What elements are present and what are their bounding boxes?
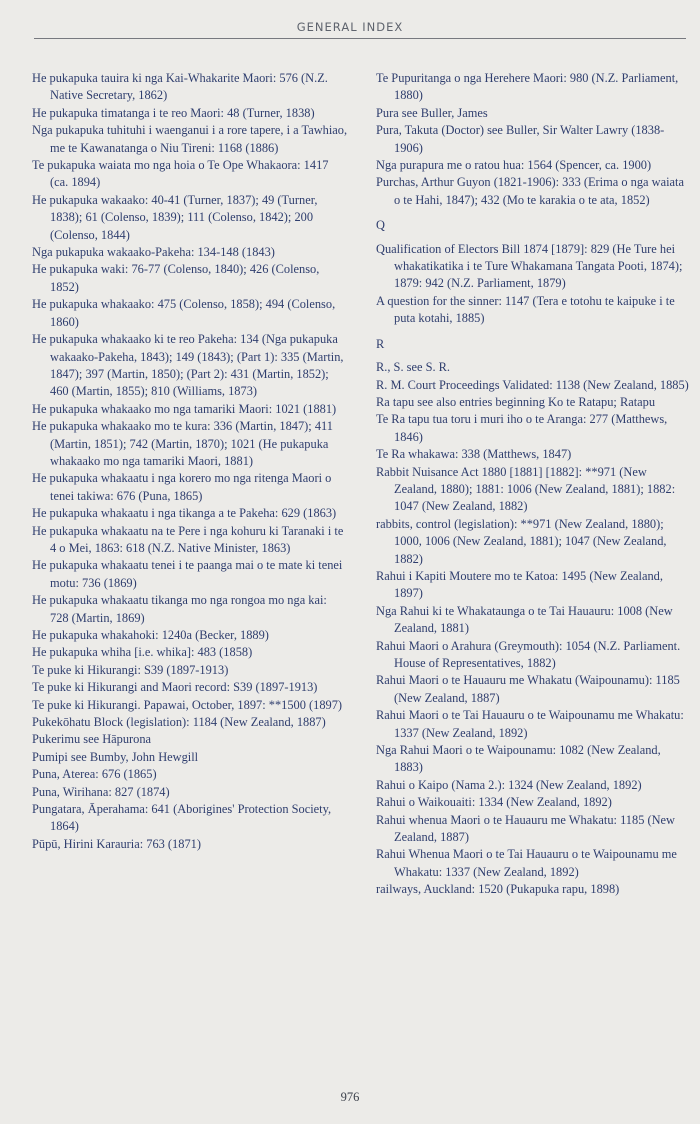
index-entry: Rahui o Kaipo (Nama 2.): 1324 (New Zealand, 1892) <box>376 777 642 792</box>
index-entry: He pukapuka whakahoki: 1240a (Becker, 1889) <box>32 628 269 642</box>
index-entry: Puna, Wirihana: 827 (1874) <box>32 784 170 799</box>
index-entry: A question for the sinner: 1147 (Tera e totohu te kaipuke i te puta kotahi, 1885) <box>376 293 675 326</box>
index-entry: He pukapuka whakaako mo nga tamariki Maori: 1021 (1881) <box>32 401 337 416</box>
index-entry: R., S. see S. R. <box>376 360 451 375</box>
index-entry: Te Pupuritanga o nga Herehere Maori: 980 (N.Z. Parliament, 1880) <box>376 71 679 103</box>
index-entry: Rahui Whenua Maori o te Tai Hauauru o te Waipounamu me Whakatu: 1337 (New Zealand, 1892) <box>376 847 677 879</box>
index-entry: He pukapuka whakaako mo te kura: 336 (Martin, 1847); 411 (Martin, 1851); 742 (Martin, 1870); 1021 (He pukapuka whakaako mo nga tamariki Maori, 1881) <box>32 419 333 468</box>
index-entry: He pukapuka whakaako: 475 (Colenso, 1858); 494 (Colenso, 1860) <box>32 297 336 329</box>
index-entry: He pukapuka whakaako ki te reo Pakeha: 134 (Nga pukapuka wakaako-Pakeha, 1843); 149 (1843); (Part 1): 335 (Martin, 1847); 397 (Martin, 1850); (Part 2): 431 (Martin, 1852); 460 (Martin, 1855); 810 (Williams, 1873) <box>32 332 344 399</box>
index-entry: He pukapuka whakaatu tenei i te paanga mai o te mate ki tenei motu: 736 (1869) <box>32 558 343 590</box>
index-entry: Te puke ki Hikurangi: S39 (1897-1913) <box>32 662 229 677</box>
index-entry: He pukapuka whiha [i.e. whika]: 483 (1858) <box>32 645 253 660</box>
section-letter-r: R <box>376 336 385 351</box>
index-entry: Rabbit Nuisance Act 1880 [1881] [1882]: **971 (New Zealand, 1880); 1881: 1006 (New Zealand, 1881); 1882: 1047 (New Zealand, 1882) <box>376 464 676 514</box>
index-entry: Pukekōhatu Block (legislation): 1184 (New Zealand, 1887) <box>32 715 326 730</box>
index-entry: He pukapuka wakaako: 40-41 (Turner, 1837); 49 (Turner, 1838); 61 (Colenso, 1839); 111 (Colenso, 1842); 200 (Colenso, 1844) <box>32 192 318 242</box>
index-entry: Te puke ki Hikurangi. Papawai, October, 1897: **1500 (1897) <box>32 697 343 712</box>
index-entry: He pukapuka whakaatu tikanga mo nga rongoa mo nga kai: 728 (Martin, 1869) <box>32 593 327 625</box>
index-entry: Te Ra tapu tua toru i muri iho o te Aranga: 277 (Matthews, 1846) <box>376 412 668 444</box>
index-entry: He pukapuka whakaatu i nga korero mo nga ritenga Maori o tenei takiwa: 676 (Puna, 1865) <box>32 471 332 503</box>
index-entry: Rahui Maori o te Tai Hauauru o te Waipounamu me Whakatu: 1337 (New Zealand, 1892) <box>376 708 684 740</box>
index-entry: Rahui i Kapiti Moutere mo te Katoa: 1495 (New Zealand, 1897) <box>376 568 663 601</box>
left-column <box>32 70 348 853</box>
page-number: 976 <box>340 1090 360 1104</box>
index-entry: Te pukapuka waiata mo nga hoia o Te Ope Whakaora: 1417 (ca. 1894) <box>32 158 329 190</box>
index-entry: Rahui o Waikouaiti: 1334 (New Zealand, 1892) <box>376 795 612 810</box>
index-entry: Rahui Maori o Arahura (Greymouth): 1054 (N.Z. Parliament. House of Representatives, 1882) <box>376 638 681 670</box>
index-entry: Pura, Takuta (Doctor) see Buller, Sir Walter Lawry (1838-1906) <box>376 123 665 155</box>
index-entry: He pukapuka tauira ki nga Kai-Whakarite Maori: 576 (N.Z. Native Secretary, 1862) <box>32 71 328 103</box>
index-entry: Nga pukapuka wakaako-Pakeha: 134-148 (1843) <box>32 245 275 260</box>
index-entry: Qualification of Electors Bill 1874 [1879]: 829 (He Ture hei whakatikatika i te Ture Whakamana Tangata Pooti, 1874); 1879: 942 (N.Z. Parliament, 1879) <box>376 241 683 291</box>
index-entry: Nga pukapuka tuhituhi i waenganui i a rore tapere, i a Tawhiao, me te Kawanatanga o Niu Tireni: 1168 (1886) <box>32 123 348 155</box>
index-entry: Te Ra whakawa: 338 (Matthews, 1847) <box>376 447 572 462</box>
index-entry: railways, Auckland: 1520 (Pukapuka rapu, 1898) <box>376 882 620 897</box>
index-entry: He pukapuka timatanga i te reo Maori: 48 (Turner, 1838) <box>32 105 315 120</box>
index-entry: Pumipi see Bumby, John Hewgill <box>32 749 199 764</box>
index-entry: R. M. Court Proceedings Validated: 1138 (New Zealand, 1885) <box>376 377 689 392</box>
right-column <box>376 70 692 899</box>
index-entry: Nga Rahui ki te Whakataunga o te Tai Hauauru: 1008 (New Zealand, 1881) <box>376 603 673 636</box>
index-entry: Nga Rahui Maori o te Waipounamu: 1082 (New Zealand, 1883) <box>376 743 661 775</box>
index-entry: Purchas, Arthur Guyon (1821-1906): 333 (Erima o nga waiata o te Hahi, 1847); 432 (Mo te karakia o te ata, 1852) <box>376 175 684 207</box>
running-head: GENERAL INDEX <box>296 20 404 34</box>
index-entry: He pukapuka whakaatu i nga tikanga a te Pakeha: 629 (1863) <box>32 506 337 521</box>
index-entry: Te puke ki Hikurangi and Maori record: S39 (1897-1913) <box>32 680 318 695</box>
index-entry: Nga purapura me o ratou hua: 1564 (Spencer, ca. 1900) <box>376 158 652 173</box>
header-rule <box>34 38 686 39</box>
section-letter-q: Q <box>376 218 385 233</box>
index-entry: Puna, Aterea: 676 (1865) <box>32 767 157 782</box>
index-entry: Pukerimu see Hāpurona <box>32 732 152 747</box>
index-entry: Rahui Maori o te Hauauru me Whakatu (Waipounamu): 1185 (New Zealand, 1887) <box>376 673 680 705</box>
index-entry: rabbits, control (legislation): **971 (New Zealand, 1880); 1000, 1006 (New Zealand, 1881); 1047 (New Zealand, 1882) <box>376 516 667 566</box>
index-entry: He pukapuka waki: 76-77 (Colenso, 1840); 426 (Colenso, 1852) <box>32 262 320 294</box>
index-entry: Pūpū, Hirini Karauria: 763 (1871) <box>32 836 201 851</box>
index-entry: Rahui whenua Maori o te Hauauru me Whakatu: 1185 (New Zealand, 1887) <box>376 812 676 845</box>
index-entry: Ra tapu see also entries beginning Ko te Ratapu; Ratapu <box>376 394 656 409</box>
index-entry: Pungatara, Āperahama: 641 (Aborigines' Protection Society, 1864) <box>32 802 332 834</box>
index-entry: He pukapuka whakaatu na te Pere i nga kohuru ki Taranaki i te 4 o Mei, 1863: 618 (N.Z. Native Minister, 1863) <box>32 523 344 555</box>
index-entry: Pura see Buller, James <box>376 105 488 120</box>
